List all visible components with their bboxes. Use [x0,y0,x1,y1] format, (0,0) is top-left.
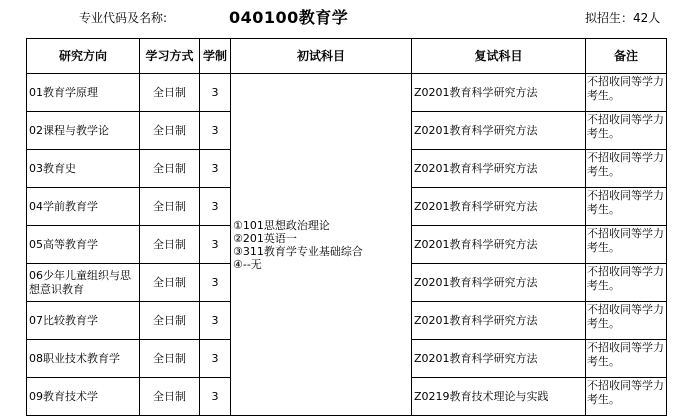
col-header-initial-exam: 初试科目 [231,39,412,74]
program-code-label: 专业代码及名称: [79,11,168,25]
cell-note: 不招收同等学力考生。 [586,112,667,150]
cell-note: 不招收同等学力考生。 [586,188,667,226]
cell-direction: 08职业技术教育学 [27,340,140,378]
cell-retest: Z0219教育技术理论与实践 [412,378,586,416]
cell-note: 不招收同等学力考生。 [586,264,667,302]
cell-years: 3 [200,150,231,188]
cell-years: 3 [200,264,231,302]
table-header-row [27,39,667,74]
program-header [0,0,686,34]
cell-years: 3 [200,226,231,264]
cell-direction: 01教育学原理 [27,74,140,112]
cell-retest: Z0201教育科学研究方法 [412,226,586,264]
enrollment-quota: 拟招生：42人 [585,11,661,25]
cell-initial-exam [231,74,412,416]
cell-mode: 全日制 [140,340,200,378]
cell-note: 不招收同等学力考生。 [586,150,667,188]
col-header-years: 学制 [200,39,231,74]
cell-direction: 09教育技术学 [27,378,140,416]
initial-exam-item: ④--无 [233,257,262,271]
cell-mode: 全日制 [140,74,200,112]
cell-direction: 05高等教育学 [27,226,140,264]
cell-retest: Z0201教育科学研究方法 [412,302,586,340]
cell-direction: 07比较教育学 [27,302,140,340]
cell-years: 3 [200,378,231,416]
cell-note: 不招收同等学力考生。 [586,302,667,340]
cell-direction: 06少年儿童组织与思想意识教育 [27,264,140,302]
col-header-mode: 学习方式 [140,39,200,74]
cell-retest: Z0201教育科学研究方法 [412,150,586,188]
cell-years: 3 [200,188,231,226]
cell-retest: Z0201教育科学研究方法 [412,74,586,112]
cell-years: 3 [200,302,231,340]
cell-mode: 全日制 [140,112,200,150]
cell-note: 不招收同等学力考生。 [586,340,667,378]
cell-mode: 全日制 [140,188,200,226]
cell-note: 不招收同等学力考生。 [586,74,667,112]
cell-direction: 03教育史 [27,150,140,188]
cell-years: 3 [200,112,231,150]
initial-exam-item: ①101思想政治理论 [233,218,330,232]
table-row [27,74,667,112]
cell-mode: 全日制 [140,150,200,188]
cell-mode: 全日制 [140,226,200,264]
cell-retest: Z0201教育科学研究方法 [412,112,586,150]
enrollment-table [26,38,667,416]
cell-note: 不招收同等学力考生。 [586,378,667,416]
cell-years: 3 [200,340,231,378]
program-code-name: 040100教育学 [229,8,349,27]
cell-mode: 全日制 [140,264,200,302]
initial-exam-item: ②201英语一 [233,231,297,245]
col-header-direction: 研究方向 [27,39,140,74]
cell-retest: Z0201教育科学研究方法 [412,264,586,302]
cell-retest: Z0201教育科学研究方法 [412,188,586,226]
cell-years: 3 [200,74,231,112]
cell-retest: Z0201教育科学研究方法 [412,340,586,378]
cell-direction: 02课程与教学论 [27,112,140,150]
cell-mode: 全日制 [140,378,200,416]
col-header-retest: 复试科目 [412,39,586,74]
cell-mode: 全日制 [140,302,200,340]
cell-note: 不招收同等学力考生。 [586,226,667,264]
cell-direction: 04学前教育学 [27,188,140,226]
col-header-note: 备注 [586,39,667,74]
initial-exam-item: ③311教育学专业基础综合 [233,244,363,258]
